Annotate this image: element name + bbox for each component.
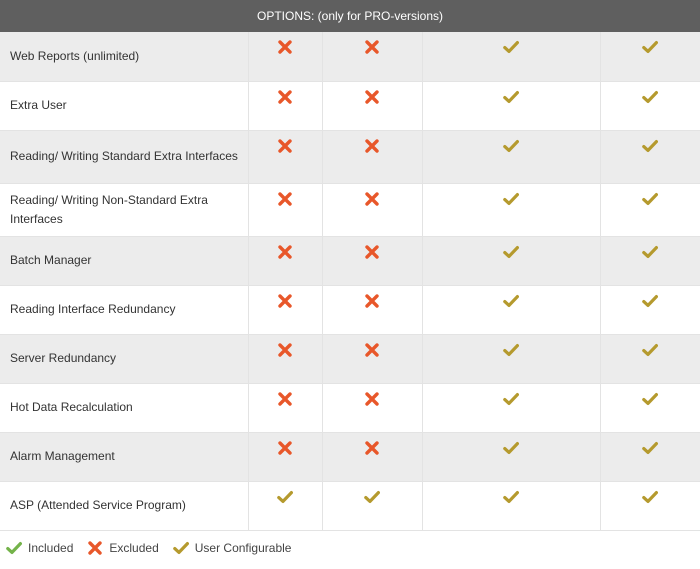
check-icon: [173, 541, 189, 555]
legend-label-included: Included: [28, 541, 74, 555]
mark-cell: [248, 285, 322, 334]
mark-cell: [248, 81, 322, 130]
cross-icon: [277, 343, 293, 357]
mark-cell: [600, 183, 700, 236]
mark-cell: [422, 130, 600, 183]
mark-cell: [600, 32, 700, 81]
option-label: Reading/ Writing Non-Standard Extra Interfaces: [0, 183, 248, 236]
cross-icon: [277, 40, 293, 54]
legend-item-excluded: [87, 541, 158, 555]
option-label: Server Redundancy: [0, 334, 248, 383]
check-icon: [642, 192, 658, 206]
mark-cell: [248, 183, 322, 236]
cross-icon: [277, 294, 293, 308]
mark-cell: [322, 32, 422, 81]
check-icon: [642, 441, 658, 455]
mark-cell: [422, 183, 600, 236]
check-icon: [364, 490, 380, 504]
cross-icon: [277, 139, 293, 153]
mark-cell: [322, 130, 422, 183]
mark-cell: [600, 81, 700, 130]
mark-cell: [248, 236, 322, 285]
option-label: Hot Data Recalculation: [0, 383, 248, 432]
cross-icon: [277, 90, 293, 104]
mark-cell: [422, 334, 600, 383]
check-icon: [642, 490, 658, 504]
check-icon: [503, 392, 519, 406]
table-row: [0, 32, 700, 81]
table-row: [0, 481, 700, 530]
option-label: ASP (Attended Service Program): [0, 481, 248, 530]
mark-cell: [322, 334, 422, 383]
table-row: [0, 383, 700, 432]
mark-cell: [322, 383, 422, 432]
table-body: [0, 32, 700, 530]
mark-cell: [322, 285, 422, 334]
mark-cell: [422, 81, 600, 130]
table-row: [0, 334, 700, 383]
check-icon: [642, 139, 658, 153]
cross-icon: [277, 245, 293, 259]
check-icon: [6, 541, 22, 555]
option-label: Alarm Management: [0, 432, 248, 481]
check-icon: [503, 343, 519, 357]
mark-cell: [248, 432, 322, 481]
mark-cell: [600, 383, 700, 432]
legend: [0, 531, 700, 566]
mark-cell: [248, 481, 322, 530]
cross-icon: [277, 192, 293, 206]
table-row: [0, 130, 700, 183]
legend-item-included: [6, 541, 73, 555]
mark-cell: [422, 481, 600, 530]
mark-cell: [600, 432, 700, 481]
mark-cell: [248, 130, 322, 183]
mark-cell: [600, 334, 700, 383]
cross-icon: [364, 294, 380, 308]
option-label: Reading/ Writing Standard Extra Interfaces: [0, 130, 248, 183]
cross-icon: [364, 192, 380, 206]
mark-cell: [322, 81, 422, 130]
legend-item-configurable: [173, 541, 292, 555]
option-label: Extra User: [0, 81, 248, 130]
check-icon: [642, 245, 658, 259]
table-row: [0, 183, 700, 236]
table-header: OPTIONS: (only for PRO-versions): [0, 0, 700, 32]
option-label: Batch Manager: [0, 236, 248, 285]
check-icon: [642, 343, 658, 357]
mark-cell: [322, 432, 422, 481]
cross-icon: [87, 541, 103, 555]
check-icon: [503, 192, 519, 206]
check-icon: [642, 294, 658, 308]
check-icon: [503, 40, 519, 54]
cross-icon: [364, 392, 380, 406]
check-icon: [642, 90, 658, 104]
check-icon: [503, 441, 519, 455]
check-icon: [503, 294, 519, 308]
mark-cell: [422, 432, 600, 481]
table-row: [0, 285, 700, 334]
mark-cell: [600, 285, 700, 334]
cross-icon: [277, 392, 293, 406]
table-row: [0, 236, 700, 285]
cross-icon: [364, 343, 380, 357]
check-icon: [642, 392, 658, 406]
mark-cell: [322, 183, 422, 236]
cross-icon: [364, 40, 380, 54]
legend-label-excluded: Excluded: [109, 541, 159, 555]
mark-cell: [422, 285, 600, 334]
check-icon: [503, 90, 519, 104]
mark-cell: [600, 236, 700, 285]
legend-label-configurable: User Configurable: [194, 541, 292, 555]
mark-cell: [422, 383, 600, 432]
option-label: Reading Interface Redundancy: [0, 285, 248, 334]
mark-cell: [600, 130, 700, 183]
mark-cell: [600, 481, 700, 530]
mark-cell: [248, 32, 322, 81]
check-icon: [503, 139, 519, 153]
check-icon: [277, 490, 293, 504]
cross-icon: [364, 139, 380, 153]
cross-icon: [364, 441, 380, 455]
option-label: Web Reports (unlimited): [0, 32, 248, 81]
mark-cell: [322, 481, 422, 530]
check-icon: [503, 490, 519, 504]
cross-icon: [364, 245, 380, 259]
table-row: [0, 81, 700, 130]
check-icon: [503, 245, 519, 259]
mark-cell: [248, 334, 322, 383]
mark-cell: [422, 236, 600, 285]
mark-cell: [422, 32, 600, 81]
table-row: [0, 432, 700, 481]
cross-icon: [364, 90, 380, 104]
mark-cell: [248, 383, 322, 432]
mark-cell: [322, 236, 422, 285]
check-icon: [642, 40, 658, 54]
cross-icon: [277, 441, 293, 455]
